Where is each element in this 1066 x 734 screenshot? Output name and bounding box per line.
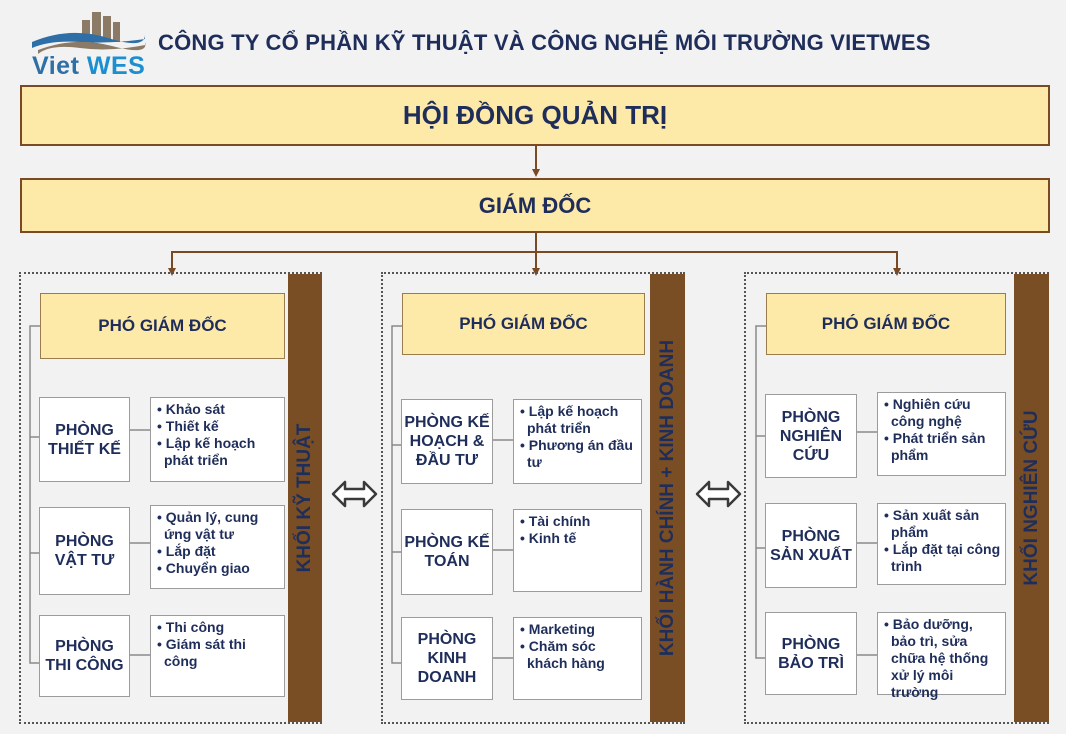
g1-deputy-box bbox=[40, 293, 285, 359]
director-label: GIÁM ĐỐC bbox=[478, 192, 592, 218]
task-item: • Giám sát thi công bbox=[157, 636, 280, 670]
task-item: • Thiết kế bbox=[157, 418, 280, 435]
task-item: • Khảo sát bbox=[157, 401, 280, 418]
director-branch-line bbox=[172, 252, 897, 272]
task-item: • Lắp đặt bbox=[157, 543, 280, 560]
task-item: • Tài chính bbox=[520, 513, 637, 530]
g2-deputy-box bbox=[402, 293, 645, 355]
dept-name: PHÒNG VẬT TƯ bbox=[54, 533, 115, 569]
dept-name: PHÒNG NGHIÊN CỨU bbox=[779, 408, 843, 464]
g3-dept-2-tasks bbox=[877, 503, 1006, 585]
company-name: CÔNG TY CỔ PHẦN KỸ THUẬT VÀ CÔNG NGHỆ MÔI TRƯỜNG VIETWES bbox=[158, 30, 931, 55]
dept-name: PHÒNG KẾ TOÁN bbox=[404, 534, 490, 570]
g3-dept-3 bbox=[765, 612, 857, 695]
g2-dept-3 bbox=[401, 617, 493, 700]
g3-dept-1-tasks bbox=[877, 392, 1006, 476]
g2-dept-2-tasks bbox=[513, 509, 642, 592]
group-admin-business-label: KHỐI HÀNH CHÍNH + KINH DOANH bbox=[656, 339, 678, 657]
g3-dept-2 bbox=[765, 503, 857, 588]
dept-name: PHÒNG KẾ HOẠCH & ĐẦU TƯ bbox=[404, 414, 490, 469]
dept-name: PHÒNG THIẾT KẾ bbox=[48, 421, 121, 458]
task-item: • Bảo dưỡng, bảo trì, sửa chữa hệ thống xử lý môi trường bbox=[884, 616, 1001, 701]
g3-deputy-box bbox=[766, 293, 1006, 355]
g1-dept-3 bbox=[39, 615, 130, 697]
g2-dept-1-tasks bbox=[513, 399, 642, 484]
task-item: • Marketing bbox=[520, 621, 637, 638]
task-item: • Lập kế hoạch phát triển bbox=[157, 435, 280, 469]
g1-dept-1 bbox=[39, 397, 130, 482]
task-item: • Lắp đặt tại công trình bbox=[884, 541, 1001, 575]
g3-dept-3-tasks bbox=[877, 612, 1006, 700]
board-label: HỘI ĐỒNG QUẢN TRỊ bbox=[402, 100, 668, 130]
g1-dept-3-tasks bbox=[150, 615, 285, 697]
g2-deputy-label: PHÓ GIÁM ĐỐC bbox=[459, 314, 588, 333]
g1-deputy-label: PHÓ GIÁM ĐỐC bbox=[98, 316, 227, 335]
task-item: • Nghiên cứu công nghệ bbox=[884, 396, 1001, 430]
dept-name: PHÒNG KINH DOANH bbox=[417, 631, 477, 686]
g3-deputy-label: PHÓ GIÁM ĐỐC bbox=[821, 314, 951, 333]
g1-dept-2-tasks bbox=[150, 505, 285, 589]
group-admin-business-sidebar bbox=[650, 274, 685, 722]
logo-word-viet: Viet bbox=[32, 52, 80, 80]
g1-dept-1-tasks bbox=[150, 397, 285, 482]
task-item: • Quản lý, cung ứng vật tư bbox=[157, 509, 280, 543]
logo bbox=[30, 8, 150, 80]
g2-dept-2 bbox=[401, 509, 493, 595]
director-box bbox=[20, 178, 1050, 233]
g2-dept-3-tasks bbox=[513, 617, 642, 700]
dept-name: PHÒNG SẢN XUẤT bbox=[770, 527, 852, 564]
g3-dept-1 bbox=[765, 394, 857, 478]
g2-dept-1 bbox=[401, 399, 493, 484]
board-box bbox=[20, 85, 1050, 146]
group-research-sidebar bbox=[1014, 274, 1049, 722]
logo-buildings-icon bbox=[30, 8, 150, 58]
task-item: • Kinh tế bbox=[520, 530, 637, 547]
dept-name: PHÒNG THI CÔNG bbox=[45, 638, 124, 674]
task-item: • Chuyển giao bbox=[157, 560, 280, 577]
task-item: • Chăm sóc khách hàng bbox=[520, 638, 637, 672]
group-technical-label: KHỐI KỸ THUẬT bbox=[294, 423, 315, 573]
dept-name: PHÒNG BẢO TRÌ bbox=[778, 635, 844, 672]
g1-dept-2 bbox=[39, 507, 130, 595]
task-item: • Thi công bbox=[157, 619, 280, 636]
task-item: • Lập kế hoạch phát triển bbox=[520, 403, 637, 437]
task-item: • Phát triển sản phẩm bbox=[884, 430, 1001, 464]
logo-word-wes: WES bbox=[86, 52, 146, 80]
group-research-label: KHỐI NGHIÊN CỨU bbox=[1020, 410, 1042, 586]
group-technical-sidebar bbox=[288, 274, 322, 722]
task-item: • Phương án đầu tư bbox=[520, 437, 637, 471]
task-item: • Sản xuất sản phẩm bbox=[884, 507, 1001, 541]
